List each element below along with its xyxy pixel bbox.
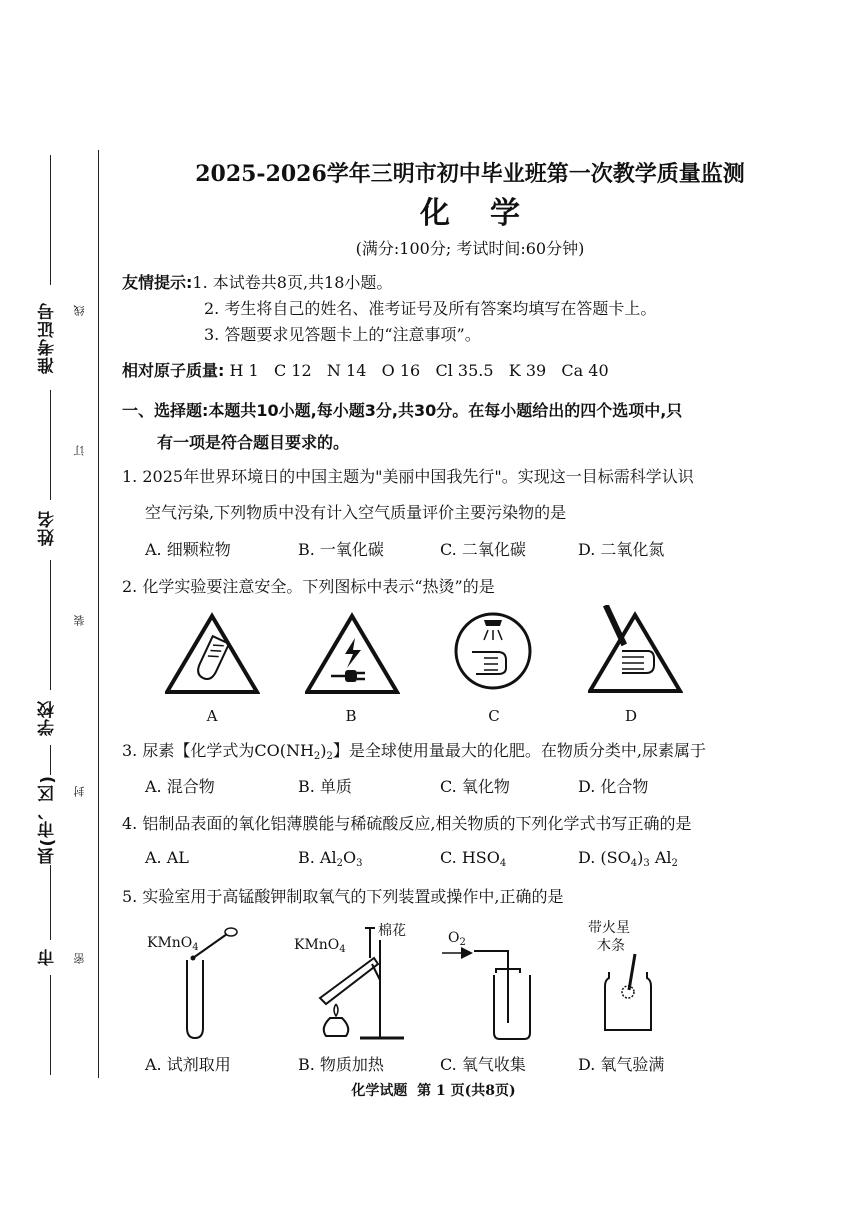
q4-option-a: A. AL (145, 848, 189, 867)
q5-option-b: B. 物质加热 (298, 1055, 384, 1074)
question-1: 1. 2025年世界环境日的中国主题为"美丽中国我先行"。实现这一目标需科学认识 (122, 467, 694, 486)
cotton-label: 棉花 (378, 923, 406, 939)
atomic-mass-line (122, 358, 609, 381)
margin-fill-line (50, 745, 51, 775)
tips-line-1 (122, 270, 392, 293)
q3-option-c: C. 氧化物 (440, 777, 510, 796)
hot-warning-icon (165, 612, 260, 696)
kmno4-text: KMnO (147, 935, 193, 951)
q3-sub: 2 (313, 751, 321, 762)
q4-option-d (578, 848, 678, 869)
section-heading: 有一项是符合题目要求的。 (157, 433, 350, 452)
question-2: 2. 化学实验要注意安全。下列图标中表示“热烫”的是 (122, 577, 495, 596)
section-heading: 一、选择题:本题共10小题,每小题3分,共30分。在每小题给出的四个选项中,只 (122, 401, 683, 420)
q4-c-text: C. HSO (440, 848, 500, 867)
q3-text: ) (320, 741, 327, 760)
o2-sub: 2 (459, 937, 466, 948)
seal-word: 线 (73, 305, 86, 316)
question-1-cont: 空气污染,下列物质中没有计入空气质量评价主要污染物的是 (145, 503, 567, 522)
seal-word: 封 (73, 786, 86, 797)
q4-d-text: D. (SO (578, 848, 631, 867)
reagent-taking-figure (165, 920, 245, 1050)
label-exam-number: 准考证号 (38, 302, 58, 374)
o2-text: O (448, 930, 460, 946)
atomic-mass-values: H 1 C 12 N 14 O 16 Cl 35.5 K 39 Ca 40 (229, 361, 609, 380)
kmno4-sub: 4 (339, 944, 346, 955)
label-name: 姓名 (38, 510, 58, 546)
electric-warning-icon (305, 612, 400, 696)
exam-title: 2025-2026学年三明市初中毕业班第一次教学质量监测 (195, 161, 745, 187)
q1-option-b: B. 一氧化碳 (298, 540, 384, 559)
oxygen-test-figure (595, 950, 665, 1040)
margin-fill-line (50, 975, 51, 1075)
q1-option-d: D. 二氧化氮 (578, 540, 665, 559)
q4-d-sub: 3 (643, 858, 650, 869)
tip-item: 3. 答题要求见答题卡上的“注意事项”。 (204, 325, 481, 344)
splint-label-2: 木条 (597, 938, 625, 954)
q3-sub: 2 (326, 751, 333, 762)
q3-option-b: B. 单质 (298, 777, 352, 796)
q2-caption-a: A (206, 707, 218, 725)
q3-text: 3. 尿素【化学式为CO(NH (122, 741, 314, 760)
question-4: 4. 铝制品表面的氧化铝薄膜能与稀硫酸反应,相关物质的下列化学式书写正确的是 (122, 814, 692, 833)
heating-apparatus-figure (300, 920, 410, 1045)
q4-d-sub: 2 (671, 858, 678, 869)
page-footer: 化学试题 第 1 页(共8页) (351, 1083, 516, 1099)
q4-option-b (298, 848, 362, 869)
seal-word: 密 (73, 953, 86, 964)
q2-caption-b: B (345, 707, 357, 725)
splint-label-1: 带火星 (588, 920, 630, 936)
seal-word: 订 (73, 445, 86, 456)
tip-item: 1. 本试卷共8页,共18小题。 (192, 273, 393, 292)
q4-d-text: Al (649, 848, 672, 867)
q2-caption-d: D (624, 707, 638, 725)
exam-meta: (满分:100分; 考试时间:60分钟) (355, 239, 585, 258)
margin-fill-line (50, 155, 51, 285)
atomic-mass-label: 相对原子质量: (122, 361, 225, 380)
question-5: 5. 实验室用于高锰酸钾制取氧气的下列装置或操作中,正确的是 (122, 887, 564, 906)
q1-option-c: C. 二氧化碳 (440, 540, 526, 559)
q5-option-a: A. 试剂取用 (145, 1055, 231, 1074)
tips-label: 友情提示: (122, 273, 193, 292)
kmno4-sub: 4 (192, 942, 199, 953)
q4-b-sub: 2 (336, 858, 343, 869)
q5-option-c: C. 氧气收集 (440, 1055, 526, 1074)
margin-fill-line (50, 560, 51, 690)
q2-caption-c: C (488, 707, 500, 725)
label-county: 县(市、区) (38, 775, 58, 865)
binding-margin-line (98, 150, 99, 1078)
question-3 (122, 738, 706, 762)
label-city: 市 (38, 948, 58, 966)
q4-d-text: ) (637, 848, 644, 867)
tip-item: 2. 考生将自己的姓名、准考证号及所有答案均填写在答题卡上。 (204, 299, 657, 318)
q3-option-d: D. 化合物 (578, 777, 649, 796)
q4-c-sub: 4 (499, 858, 507, 869)
gas-collection-figure (440, 945, 540, 1045)
margin-fill-line (50, 865, 51, 940)
margin-fill-line (50, 390, 51, 500)
q4-d-sub: 4 (630, 858, 638, 869)
label-school: 学校 (38, 700, 58, 736)
q4-b-text: O (342, 848, 357, 867)
q4-option-c (440, 848, 506, 869)
sharp-object-warning-icon (588, 605, 683, 695)
q5-option-d: D. 氧气验满 (578, 1055, 665, 1074)
seal-word: 装 (73, 615, 86, 626)
q4-b-text: B. Al (298, 848, 337, 867)
q3-option-a: A. 混合物 (145, 777, 215, 796)
wash-hands-icon (452, 610, 534, 692)
q3-text: 】是全球使用量最大的化肥。在物质分类中,尿素属于 (332, 741, 707, 760)
q4-b-sub: 3 (356, 858, 363, 869)
subject-title: 化学 (420, 196, 560, 231)
kmno4-text: KMnO (294, 937, 340, 953)
q1-option-a: A. 细颗粒物 (145, 540, 231, 559)
